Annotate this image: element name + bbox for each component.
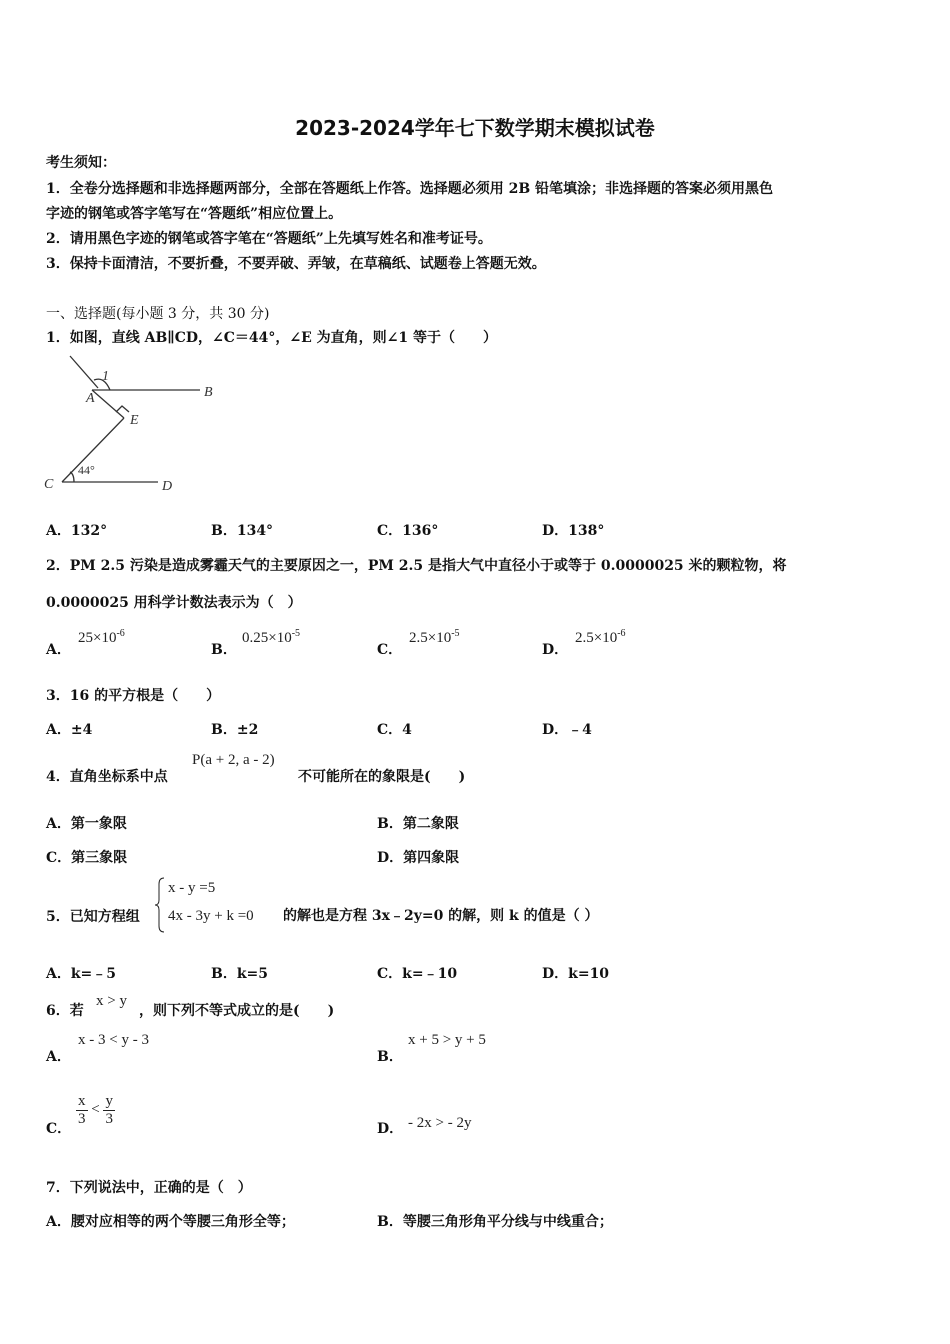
q3-option-d: D．﹣4 — [542, 722, 592, 738]
fig-label-e: E — [130, 413, 139, 428]
q6-option-a-label: A． — [46, 1049, 71, 1065]
q7-stem: 7．下列说法中，正确的是（ ） — [46, 1180, 252, 1196]
q7-option-a: A．腰对应相等的两个等腰三角形全等； — [46, 1214, 295, 1230]
q2-option-b-math: $0.25\times 10^{-5}$ — [242, 628, 301, 646]
q6-option-c-label: C． — [46, 1121, 72, 1137]
q4-option-d: D．第四象限 — [377, 850, 460, 866]
q1-option-a: A．132° — [46, 523, 108, 539]
q6-condition: x > y — [96, 993, 127, 1009]
q6-stem-post: ，则下列不等式成立的是( ) — [139, 1003, 335, 1019]
q5-equation-2: 4x - 3y + k =0 — [168, 908, 254, 924]
fig-extension-line — [70, 356, 98, 388]
q6-option-d-math: - 2x > - 2y — [408, 1115, 472, 1131]
q1-option-d: D．138° — [542, 523, 605, 539]
q2-option-d-math: $2.5\times 10^{-6}$ — [575, 628, 626, 646]
q5-brace — [154, 876, 166, 934]
fig-right-angle-mark — [116, 406, 129, 412]
q7-option-b: B．等腰三角形角平分线与中线重合； — [377, 1214, 613, 1230]
q4-stem-post: 不可能所在的象限是( ) — [298, 769, 466, 785]
q5-option-a: A．k=﹣5 — [46, 966, 117, 982]
q5-option-c: C．k=﹣10 — [377, 966, 458, 982]
q3-option-a: A．±4 — [46, 722, 93, 738]
fig-label-a: A — [86, 391, 95, 406]
q6-option-c-math: $\frac{x}{3}$ < $\frac{y}{3}$ — [78, 1093, 113, 1127]
fig-label-1: 1 — [102, 369, 109, 384]
q4-option-a: A．第一象限 — [46, 816, 127, 832]
q1-option-c: C．136° — [377, 523, 439, 539]
q2-option-a-label: A． — [46, 642, 71, 658]
q3-stem: 3．16 的平方根是（ ） — [46, 688, 221, 704]
fig-label-b: B — [204, 385, 213, 400]
q3-option-b: B．±2 — [211, 722, 259, 738]
q2-option-c-math: $2.5\times 10^{-5}$ — [409, 628, 460, 646]
fig-label-c: C — [44, 477, 54, 492]
section-heading: 一、选择题(每小题 3 分，共 30 分) — [46, 306, 270, 322]
q6-stem-pre: 6．若 — [46, 1003, 84, 1019]
notice-line2: 2．请用黑色字迹的钢笔或答字笔在“答题纸”上先填写姓名和准考证号。 — [46, 231, 492, 247]
notice-line3: 3．保持卡面清洁，不要折叠，不要弄破、弄皱，在草稿纸、试题卷上答题无效。 — [46, 256, 546, 272]
q4-stem-pre: 4．直角坐标系中点 — [46, 769, 168, 785]
q5-stem-pre: 5．已知方程组 — [46, 909, 140, 925]
q6-option-a-math: x - 3 < y - 3 — [78, 1032, 149, 1048]
q2-option-a-math: $25\times 10^{-6}$ — [78, 628, 125, 646]
q4-option-b: B．第二象限 — [377, 816, 459, 832]
q4-option-c: C．第三象限 — [46, 850, 128, 866]
q2-option-d-label: D． — [542, 642, 569, 658]
fig-label-angle: 44° — [78, 463, 95, 477]
q2-stem-line1: 2．PM 2.5 污染是造成雾霾天气的主要原因之一，PM 2.5 是指大气中直径小于或等于 0.0000025 米的颗粒物，将 — [46, 558, 787, 574]
q3-option-c: C．4 — [377, 722, 412, 738]
notice-line1a: 1．全卷分选择题和非选择题两部分，全部在答题纸上作答。选择题必须用 2B 铅笔填涂；非选择题的答案必须用黑色 — [46, 181, 774, 197]
notice-line1b: 字迹的钢笔或答字笔写在“答题纸”相应位置上。 — [46, 206, 343, 222]
q6-option-d-label: D． — [377, 1121, 404, 1137]
q2-option-b-label: B． — [211, 642, 237, 658]
q4-point: P(a + 2, a - 2) — [192, 752, 275, 768]
q2-option-c-label: C． — [377, 642, 403, 658]
q6-option-b-label: B． — [377, 1049, 403, 1065]
notice-heading: 考生须知： — [46, 155, 116, 171]
q5-option-b: B．k=5 — [211, 966, 269, 982]
q1-figure — [40, 352, 240, 502]
q5-stem-post: 的解也是方程 3x﹣2y=0 的解，则 k 的值是（ ） — [283, 908, 599, 924]
fig-label-d: D — [162, 479, 173, 494]
fig-segment-ae — [92, 390, 124, 418]
q5-equation-1: x - y =5 — [168, 880, 216, 896]
page-title: 2023-2024学年七下数学期末模拟试卷 — [295, 116, 655, 140]
q5-option-d: D．k=10 — [542, 966, 610, 982]
q2-stem-line2: 0.0000025 用科学计数法表示为（ ） — [46, 595, 302, 611]
q1-stem: 1．如图，直线 AB∥CD，∠C＝44°，∠E 为直角，则∠1 等于（ ） — [46, 330, 497, 346]
q1-option-b: B．134° — [211, 523, 274, 539]
q6-option-b-math: x + 5 > y + 5 — [408, 1032, 486, 1048]
